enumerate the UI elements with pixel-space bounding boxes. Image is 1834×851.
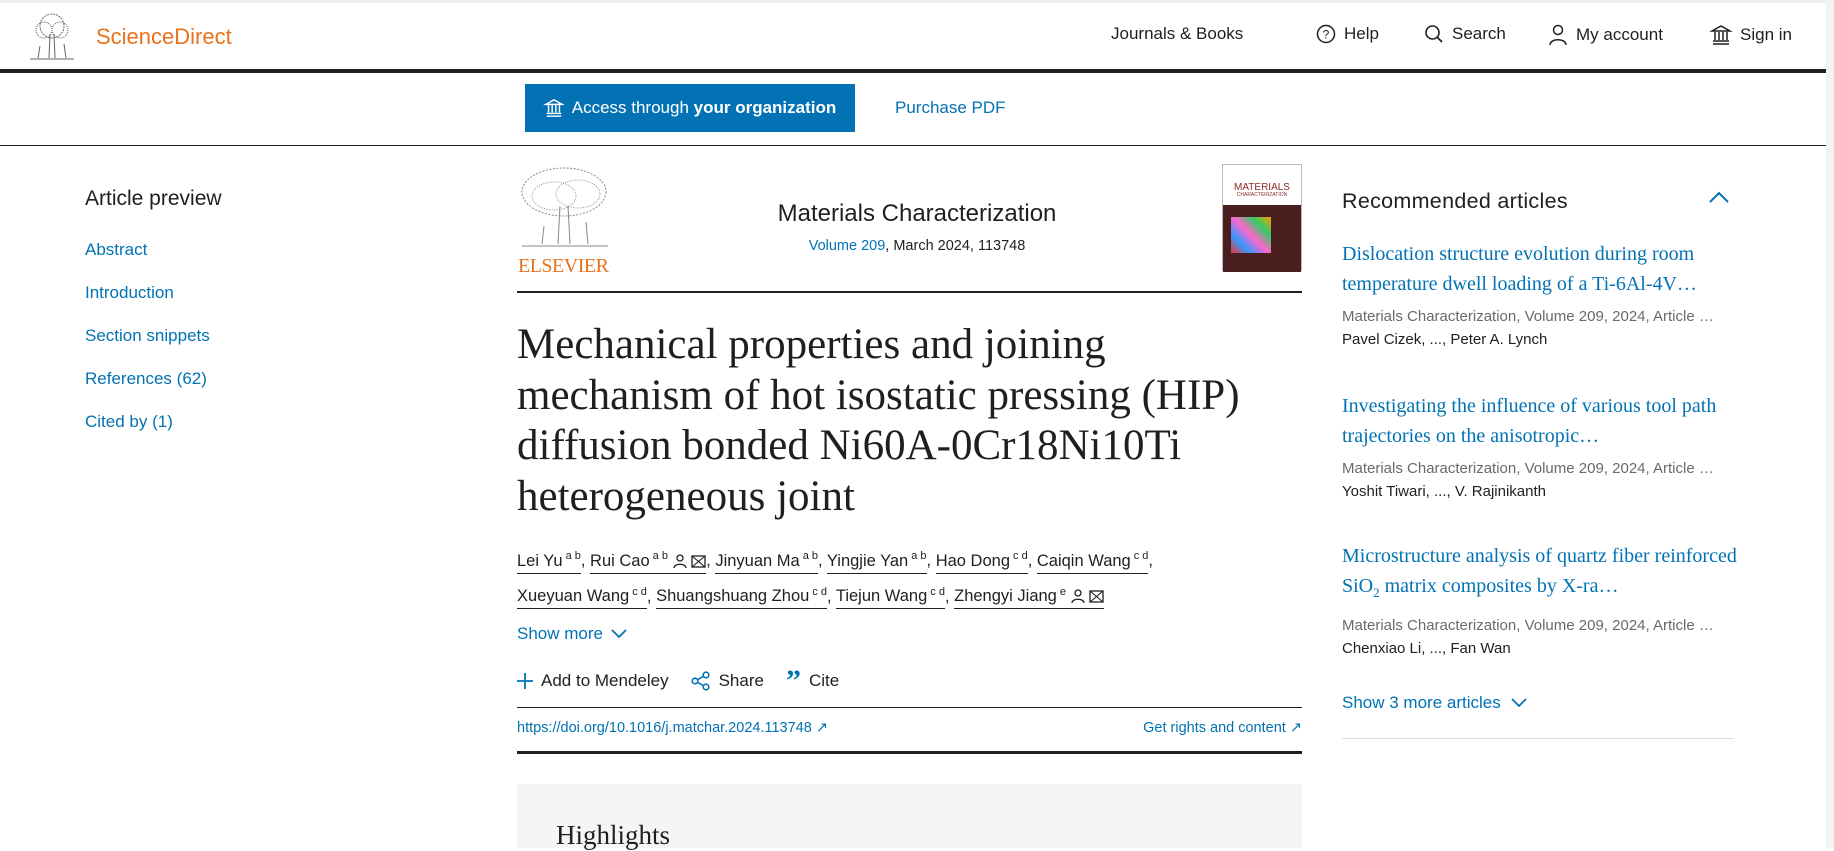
corresponding-author-icon bbox=[673, 554, 687, 569]
top-border bbox=[0, 0, 1834, 3]
recommended-article-authors: Chenxiao Li, ..., Fan Wan bbox=[1342, 640, 1511, 657]
author-affiliation: c d bbox=[812, 585, 827, 598]
author-name: Zhengyi Jiang bbox=[954, 587, 1057, 605]
elsevier-wordmark: ELSEVIER bbox=[518, 255, 609, 277]
add-to-mendeley-button[interactable] bbox=[517, 671, 669, 691]
author-list: Lei Yu $^{a b}$, Rui Cao $^{a b}$ , Jinyuan Ma $^{a b}$, Yingjie Yan $^{a b}$, Hao Dong $^{c d}$, Caiqin Wang $^{c d}$, Xueyuan Wang $^{c d}$, Shuangshuang Zhou $^{c d}$, Tiejun Wang $^{c d}$, Zhengyi Jiang $^e$ bbox=[517, 541, 1302, 612]
share-label: Share bbox=[718, 671, 764, 690]
access-through-organization-button[interactable] bbox=[525, 84, 855, 132]
header-divider bbox=[0, 69, 1834, 73]
recommended-article bbox=[1342, 541, 1737, 657]
get-rights-link[interactable]: Get rights and content ↗ bbox=[1143, 720, 1302, 736]
article-title: Mechanical properties and joining mechanism of hot isostatic pressing (HIP) diffusion bonded Ni60A-0Cr18Ni10Ti heterogeneous joint bbox=[517, 321, 1240, 520]
institution-icon bbox=[544, 98, 564, 118]
author-link[interactable] bbox=[936, 552, 1028, 574]
cite-label: Cite bbox=[808, 671, 840, 690]
recommended-article-meta: Materials Characterization, Volume 209, 2024, Article … bbox=[1342, 460, 1714, 477]
nav-search[interactable] bbox=[1424, 24, 1506, 44]
brand-name: ScienceDirect bbox=[96, 23, 232, 49]
divider bbox=[517, 751, 1302, 754]
toc-cited-by[interactable]: Cited by (1) bbox=[85, 412, 173, 431]
toc-abstract[interactable]: Abstract bbox=[85, 240, 148, 259]
doi-link[interactable]: https://doi.org/10.1016/j.matchar.2024.113748 ↗ bbox=[517, 720, 828, 736]
cover-subtitle: CHARACTERIZATION bbox=[1236, 192, 1288, 198]
mendeley-label: Add to Mendeley bbox=[541, 671, 669, 690]
author-name: Lei Yu bbox=[517, 551, 563, 570]
author-name: Xueyuan Wang bbox=[517, 587, 630, 605]
nav-label: Sign in bbox=[1740, 25, 1792, 44]
nav-label: Help bbox=[1344, 24, 1379, 43]
author-name: Hao Dong bbox=[935, 551, 1011, 570]
author-name: Yingjie Yan bbox=[826, 551, 909, 570]
recommended-article-authors: Yoshit Tiwari, ..., V. Rajinikanth bbox=[1342, 483, 1546, 500]
author-name: Shuangshuang Zhou bbox=[656, 587, 810, 605]
author-link[interactable] bbox=[517, 587, 647, 609]
recommended-article-title[interactable]: Microstructure analysis of quartz fiber reinforced SiO$_2$ matrix composites by X-ra… bbox=[1342, 545, 1737, 600]
article-actions bbox=[517, 664, 840, 697]
share-icon bbox=[691, 671, 711, 691]
show-more-button[interactable] bbox=[517, 624, 627, 644]
elsevier-tree-icon bbox=[518, 166, 611, 248]
nav-journals-books[interactable] bbox=[1111, 24, 1243, 44]
author-link[interactable] bbox=[656, 587, 827, 609]
sciencedirect-logo[interactable] bbox=[26, 12, 232, 61]
external-link-icon: ↗ bbox=[1289, 720, 1302, 736]
toc-introduction[interactable]: Introduction bbox=[85, 283, 174, 302]
journal-volume-info bbox=[612, 238, 1222, 254]
cover-title: MATERIALS bbox=[1234, 182, 1290, 193]
author-affiliation: e bbox=[1059, 585, 1066, 598]
elsevier-logo[interactable] bbox=[518, 166, 611, 277]
recommended-article-meta: Materials Characterization, Volume 209, 2024, Article … bbox=[1342, 617, 1714, 634]
journal-cover-image[interactable] bbox=[1222, 164, 1302, 271]
divider bbox=[517, 291, 1302, 293]
scrollbar[interactable] bbox=[1826, 0, 1834, 848]
external-link-icon: ↗ bbox=[815, 720, 828, 736]
recommended-articles-heading: Recommended articles bbox=[1342, 189, 1568, 213]
journal-title-link[interactable]: Materials Characterization bbox=[777, 200, 1057, 227]
recommended-article-authors: Pavel Cizek, ..., Peter A. Lynch bbox=[1342, 331, 1548, 348]
purchase-pdf-link[interactable]: Purchase PDF bbox=[895, 98, 1006, 117]
corresponding-author-icon bbox=[1071, 589, 1085, 604]
recommended-article-meta: Materials Characterization, Volume 209, 2024, Article … bbox=[1342, 308, 1714, 325]
nav-sign-in[interactable] bbox=[1710, 24, 1792, 46]
recommended-article-title[interactable]: Dislocation structure evolution during room temperature dwell loading of a Ti-6Al-4V… bbox=[1342, 243, 1697, 295]
author-affiliation: c d bbox=[1133, 550, 1149, 562]
author-link[interactable] bbox=[836, 587, 945, 609]
divider bbox=[1342, 738, 1734, 739]
recommended-article-title[interactable]: Investigating the influence of various tool path trajectories on the anisotropic… bbox=[1342, 395, 1717, 447]
nav-help[interactable] bbox=[1316, 24, 1379, 44]
author-link[interactable] bbox=[590, 552, 706, 574]
divider bbox=[517, 707, 1302, 708]
recommended-article bbox=[1342, 239, 1737, 348]
nav-label: Journals & Books bbox=[1111, 24, 1244, 43]
email-icon bbox=[691, 555, 706, 568]
toolbar-divider bbox=[0, 145, 1834, 146]
nav-my-account[interactable] bbox=[1548, 24, 1663, 46]
institution-icon bbox=[1710, 24, 1732, 46]
author-name: Caiqin Wang bbox=[1036, 551, 1131, 570]
article-preview-heading: Article preview bbox=[85, 187, 222, 210]
search-icon bbox=[1424, 24, 1444, 44]
author-affiliation: c d bbox=[930, 585, 945, 598]
author-name: Tiejun Wang bbox=[835, 587, 928, 605]
issue-date: , March 2024, 113748 bbox=[885, 238, 1026, 254]
author-affiliation: a b bbox=[565, 550, 581, 562]
toc-section-snippets[interactable]: Section snippets bbox=[85, 326, 210, 345]
author-name: Jinyuan Ma bbox=[715, 551, 800, 570]
recommended-article bbox=[1342, 391, 1737, 500]
author-link[interactable] bbox=[715, 552, 818, 574]
share-button[interactable] bbox=[691, 671, 764, 691]
email-icon bbox=[1089, 590, 1104, 603]
chevron-down-icon bbox=[611, 629, 627, 639]
nav-label: My account bbox=[1576, 25, 1663, 44]
author-link[interactable] bbox=[827, 552, 927, 574]
author-affiliation: c d bbox=[632, 585, 647, 598]
volume-link[interactable]: Volume 209 bbox=[808, 238, 886, 254]
author-link[interactable] bbox=[1037, 552, 1149, 574]
quote-icon: ” bbox=[785, 664, 801, 697]
toc-references[interactable]: References (62) bbox=[85, 369, 207, 388]
author-affiliation: a b bbox=[911, 550, 927, 562]
cite-button[interactable] bbox=[785, 664, 840, 697]
show-more-articles-label: Show 3 more articles bbox=[1342, 693, 1501, 712]
show-more-label: Show more bbox=[517, 624, 603, 643]
author-affiliation: c d bbox=[1013, 550, 1028, 562]
user-icon bbox=[1548, 24, 1568, 46]
elsevier-tree-icon bbox=[26, 12, 78, 61]
highlights-heading: Highlights bbox=[556, 820, 671, 850]
access-label: Access through your organization bbox=[571, 98, 837, 117]
svg-text:?: ? bbox=[1322, 27, 1330, 42]
chevron-up-icon[interactable] bbox=[1708, 190, 1730, 204]
show-more-articles-button[interactable] bbox=[1342, 693, 1527, 713]
author-link[interactable] bbox=[954, 587, 1104, 609]
chevron-down-icon bbox=[1511, 698, 1527, 708]
nav-label: Search bbox=[1452, 24, 1506, 43]
plus-icon bbox=[517, 673, 533, 689]
author-name: Rui Cao bbox=[590, 551, 650, 570]
author-affiliation: a b bbox=[652, 550, 668, 562]
author-affiliation: a b bbox=[802, 550, 819, 562]
author-link[interactable] bbox=[517, 552, 581, 574]
help-icon bbox=[1316, 24, 1336, 44]
